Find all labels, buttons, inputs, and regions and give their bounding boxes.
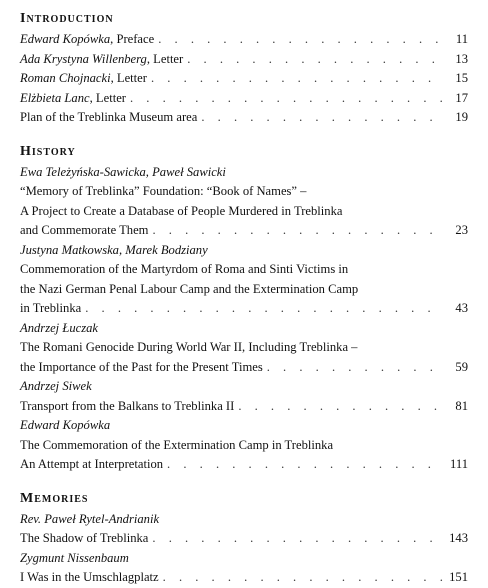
dot-leader: [85, 299, 444, 319]
page-number: 19: [455, 110, 468, 124]
section-history: [20, 143, 468, 475]
entry-title-line: An Attempt at Interpretation: [20, 457, 164, 471]
toc-entry[interactable]: [20, 50, 468, 70]
toc-entry[interactable]: [20, 416, 468, 475]
page-number: 81: [455, 398, 468, 413]
entry-title-line: Commemoration of the Martyrdom of Roma and Sinti Victims in: [20, 262, 349, 276]
dot-leader: [158, 30, 444, 50]
dot-leader: [151, 69, 444, 89]
entry-title-line: “Memory of Treblinka” Foundation: “Book of Names” –: [20, 184, 307, 198]
section-introduction: [20, 10, 468, 128]
entry-title-line: The Shadow of Treblinka: [20, 531, 149, 545]
toc-entry[interactable]: [20, 377, 468, 416]
entry-author: Edward Kopówka: [20, 418, 111, 432]
dot-leader: [238, 397, 444, 417]
section-memories: [20, 490, 468, 588]
entry-title: , Letter: [89, 90, 126, 105]
dot-leader: [201, 108, 444, 128]
entry-title-line: in Treblinka: [20, 301, 82, 315]
toc-entry[interactable]: [20, 89, 468, 109]
entry-title-line: the Nazi German Penal Labour Camp and the Extermination Camp: [20, 281, 359, 296]
toc-entry[interactable]: [20, 549, 468, 588]
entry-author: Roman Chojnacki: [20, 71, 111, 85]
page-number: 151: [449, 570, 468, 584]
table-of-contents: [20, 10, 468, 588]
entry-author: Andrzej Łuczak: [20, 320, 99, 335]
entry-title: , Preface: [110, 32, 155, 46]
dot-leader: [267, 358, 444, 378]
entry-author: Justyna Matkowska, Marek Bodziany: [20, 242, 208, 257]
entry-title-line: The Romani Genocide During World War II, Including Treblinka –: [20, 340, 358, 354]
page-number: 11: [455, 32, 468, 46]
section-title: History: [20, 143, 76, 159]
entry-author: Ada Krystyna Willenberg: [20, 51, 147, 66]
page-number: 15: [455, 71, 468, 85]
entry-title-line: A Project to Create a Database of People Murdered in Treblinka: [20, 203, 343, 218]
entry-author: Zygmunt Nissenbaum: [20, 550, 129, 565]
entry-title: , Letter: [146, 51, 184, 66]
page-number: 43: [455, 301, 468, 315]
toc-entry[interactable]: [20, 319, 468, 378]
page-number: 13: [455, 51, 468, 66]
entry-author: Ewa Teleżyńska-Sawicka, Paweł Sawicki: [20, 164, 226, 179]
entry-title-line: and Commemorate Them: [20, 223, 149, 237]
dot-leader: [163, 568, 443, 588]
dot-leader: [130, 89, 444, 109]
entry-author: Edward Kopówka: [20, 32, 111, 46]
entry-title-line: The Commemoration of the Extermination Camp in Treblinka: [20, 437, 334, 452]
dot-leader: [167, 455, 444, 475]
section-title: Introduction: [20, 11, 114, 26]
toc-entry[interactable]: [20, 510, 468, 549]
dot-leader: [152, 221, 444, 241]
page-number: 143: [449, 531, 468, 545]
entry-title: , Letter: [110, 71, 147, 85]
page-number: 17: [455, 90, 468, 105]
page-number: 59: [455, 359, 468, 374]
entry-author: Rev. Paweł Rytel-Andrianik: [20, 511, 160, 526]
page-number: 23: [455, 223, 468, 237]
entry-title-line: Transport from the Balkans to Treblinka II: [20, 398, 235, 413]
toc-entry[interactable]: [20, 108, 468, 128]
entry-title-line: I Was in the Umschlagplatz: [20, 570, 159, 584]
entry-author: Elżbieta Lanc: [20, 90, 90, 105]
page-number: 111: [450, 457, 468, 471]
dot-leader: [152, 529, 443, 549]
toc-entry[interactable]: [20, 163, 468, 241]
toc-entry[interactable]: [20, 30, 468, 50]
dot-leader: [187, 50, 444, 70]
entry-title-line: the Importance of the Past for the Present Times: [20, 359, 263, 374]
toc-entry[interactable]: [20, 69, 468, 89]
entry-title: Plan of the Treblinka Museum area: [20, 110, 198, 124]
entry-author: Andrzej Siwek: [20, 379, 92, 393]
section-title: Memories: [20, 490, 89, 506]
toc-entry[interactable]: [20, 241, 468, 319]
